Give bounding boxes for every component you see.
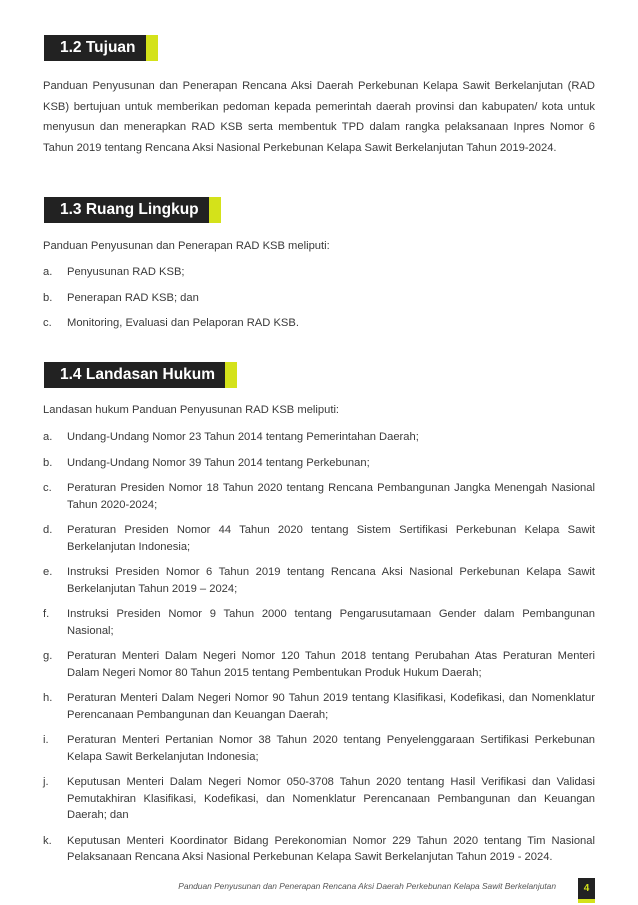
list-marker: b.	[43, 456, 53, 469]
section-paragraph-tujuan: Panduan Penyusunan dan Penerapan Rencana Aksi Daerah Perkebunan Kelapa Sawit Berkelanjutan (RAD KSB) bertujuan untuk memberikan pedoman kepada pemerintah daerah provinsi dan kabupaten/ kota untuk menyusun dan menerapkan RAD KSB serta membentuk TPD dalam rangka pelaksanaan Inpres Nomor 6 Tahun 2019 tentang Rencana Aksi Nasional Perkebunan Kelapa Sawit Berkelanjutan Tahun 2019-2024.	[43, 80, 595, 154]
list-marker: c.	[43, 317, 52, 329]
list-marker: j.	[43, 776, 49, 788]
list-item	[43, 290, 595, 307]
heading-accent-bar	[146, 35, 158, 61]
section-heading-label: 1.4 Landasan Hukum	[44, 362, 225, 388]
list-item-text: Peraturan Menteri Dalam Negeri Nomor 120 Tahun 2018 tentang Perubahan Atas Peraturan Menteri Dalam Negeri Nomor 80 Tahun 2015 tentang Pembentukan Produk Hukum Daerah;	[67, 650, 595, 679]
list-item	[43, 315, 595, 332]
list-item-text: Instruksi Presiden Nomor 9 Tahun 2000 tentang Pengarusutamaan Gender dalam Pembangunan Nasional;	[67, 608, 595, 637]
section-intro-ruang-lingkup: Panduan Penyusunan dan Penerapan RAD KSB meliputi:	[43, 240, 330, 252]
list-item	[43, 732, 595, 765]
list-item-text: Keputusan Menteri Dalam Negeri Nomor 050-3708 Tahun 2020 tentang Hasil Verifikasi dan Validasi Pemutakhiran Klasifikasi, Kodefikasi, dan Nomenklatur Perencanaan Pembangunan dan Keuangan Daerah; dan	[67, 776, 595, 821]
list-marker: g.	[43, 650, 53, 662]
list-item-text: Undang-Undang Nomor 23 Tahun 2014 tentang Pemerintahan Daerah;	[67, 431, 419, 443]
list-item-text: Peraturan Presiden Nomor 44 Tahun 2020 tentang Sistem Sertifikasi Perkebunan Kelapa Sawit Berkelanjutan Indonesia;	[67, 524, 595, 553]
list-item	[43, 480, 595, 513]
list-item	[43, 606, 595, 639]
list-marker: f.	[43, 608, 50, 620]
section-heading-tujuan	[44, 35, 158, 61]
heading-accent-bar	[209, 197, 221, 223]
list-item	[43, 455, 595, 472]
list-item-text: Peraturan Menteri Pertanian Nomor 38 Tahun 2020 tentang Penyelenggaraan Sertifikasi Perkebunan Kelapa Sawit Berkelanjutan Indonesia;	[67, 734, 595, 763]
list-item-text: Keputusan Menteri Koordinator Bidang Perekonomian Nomor 229 Tahun 2020 tentang Tim Nasional Pelaksanaan Rencana Aksi Nasional Perkebunan Kelapa Sawit Berkelanjutan Tahun 2019 - 2024.	[67, 834, 595, 863]
list-marker: e.	[43, 566, 53, 578]
section-heading-label: 1.3 Ruang Lingkup	[44, 197, 209, 223]
list-item	[43, 429, 595, 446]
list-item-text: Penyusunan RAD KSB;	[67, 266, 185, 278]
list-item	[43, 522, 595, 555]
list-marker: b.	[43, 291, 53, 304]
list-marker: c.	[43, 482, 52, 494]
list-item	[43, 833, 595, 866]
list-item	[43, 648, 595, 681]
landasan-hukum-list	[43, 429, 595, 866]
list-marker: i.	[43, 734, 49, 746]
list-item-text: Penerapan RAD KSB; dan	[67, 291, 199, 304]
list-item-text: Instruksi Presiden Nomor 6 Tahun 2019 tentang Rencana Aksi Nasional Perkebunan Kelapa Sawit Berkelanjutan Tahun 2019 – 2024;	[67, 566, 595, 595]
list-item	[43, 564, 595, 597]
heading-accent-bar	[225, 362, 237, 388]
ruang-lingkup-list	[43, 264, 595, 332]
section-intro-landasan-hukum: Landasan hukum Panduan Penyusunan RAD KSB meliputi:	[43, 404, 340, 416]
list-marker: h.	[43, 692, 53, 704]
list-item	[43, 690, 595, 723]
section-heading-ruang-lingkup	[44, 197, 221, 223]
page-number: 4	[578, 878, 595, 899]
list-marker: k.	[43, 834, 52, 847]
section-heading-label: 1.2 Tujuan	[44, 35, 146, 61]
list-item-text: Peraturan Menteri Dalam Negeri Nomor 90 Tahun 2019 tentang Klasifikasi, Kodefikasi, dan Nomenklatur Perencanaan Pembangunan dan Keuangan Daerah;	[67, 692, 595, 721]
list-marker: d.	[43, 524, 53, 536]
list-item	[43, 264, 595, 281]
running-title: Panduan Penyusunan dan Penerapan Rencana Aksi Daerah Perkebunan Kelapa Sawit Berkelanjutan	[178, 881, 556, 891]
list-item-text: Peraturan Presiden Nomor 18 Tahun 2020 tentang Rencana Pembangunan Jangka Menengah Nasional Tahun 2020-2024;	[67, 482, 595, 511]
list-item-text: Undang-Undang Nomor 39 Tahun 2014 tentang Perkebunan;	[67, 456, 370, 469]
list-item-text: Monitoring, Evaluasi dan Pelaporan RAD KSB.	[67, 317, 299, 329]
section-heading-landasan-hukum	[44, 362, 237, 388]
list-marker: a.	[43, 431, 53, 443]
list-item	[43, 774, 595, 824]
list-marker: a.	[43, 266, 53, 278]
